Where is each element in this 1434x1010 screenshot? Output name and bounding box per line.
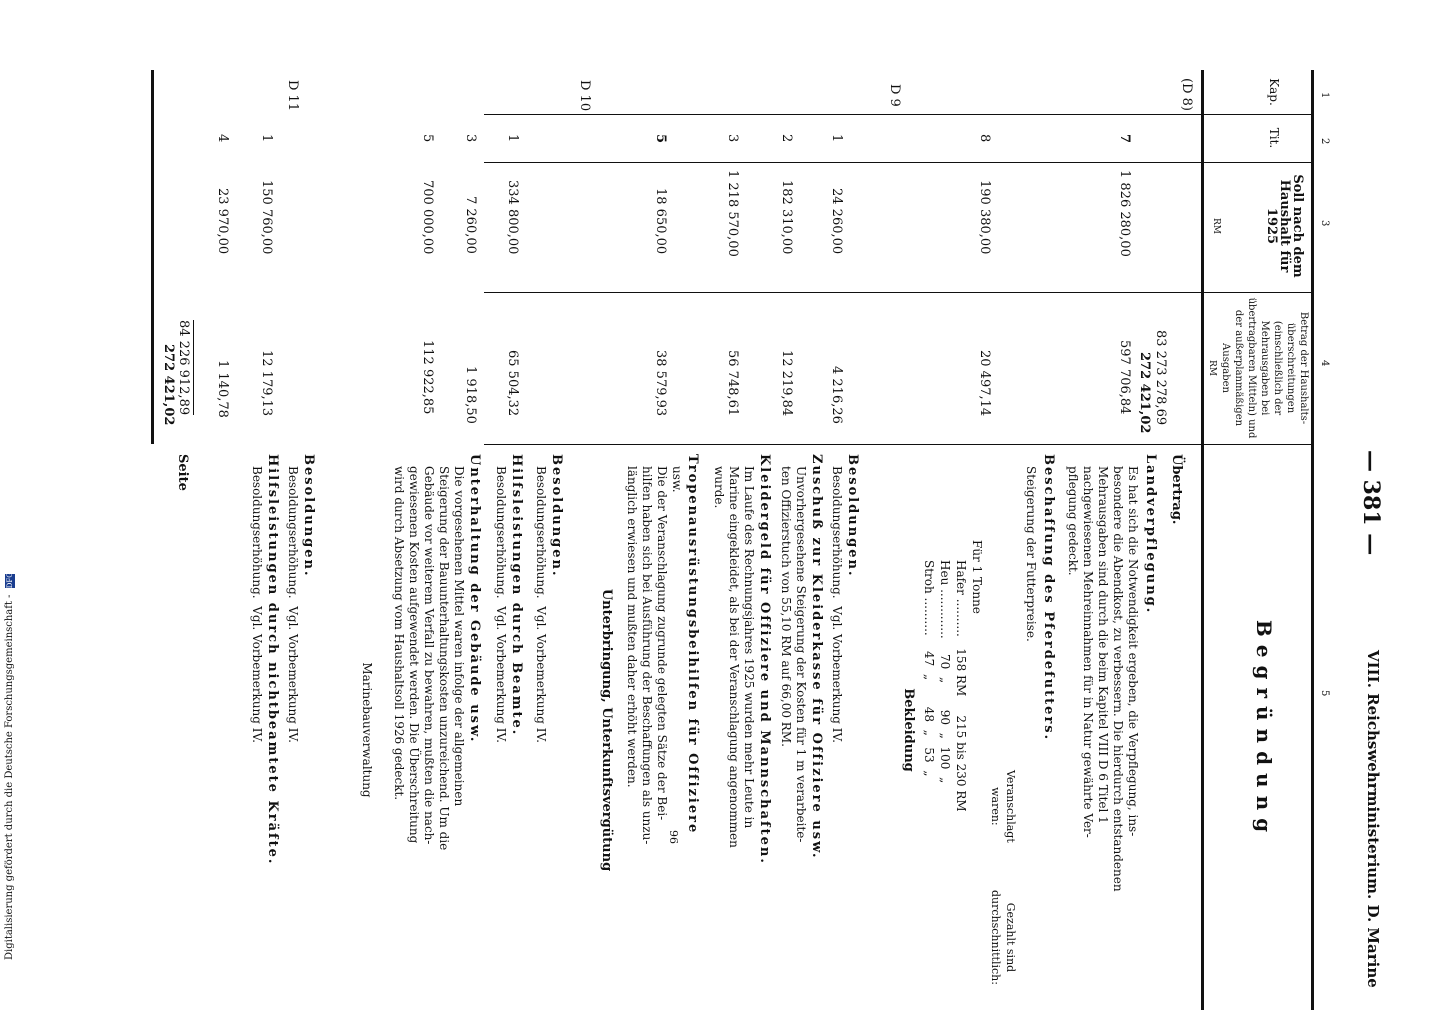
kap-label: D 9 bbox=[887, 84, 902, 107]
section-bekleidung: Bekleidung bbox=[901, 688, 916, 772]
column-divider bbox=[484, 114, 1314, 115]
dfg-logo-icon: DFG bbox=[5, 572, 14, 589]
d11-1-body: Besoldungserhöhung. Vgl. Vorbemerkung IV. bbox=[286, 466, 300, 743]
head-kap: Kap. bbox=[1267, 78, 1281, 106]
price-row-hafer: Hafer .......... 158 RM 215 bis 230 RM bbox=[954, 560, 968, 812]
tit-number: 8 bbox=[977, 134, 992, 143]
ministry-title: VIII. Reichswehrministerium. D. Marine bbox=[1364, 650, 1382, 988]
column-divider bbox=[484, 444, 1314, 445]
tit-number: 3 bbox=[725, 134, 740, 143]
landverpflegung-title: Landverpflegung. bbox=[1143, 454, 1158, 615]
soll-amount: 24 260,00 bbox=[829, 188, 844, 255]
pferdefutter-body: Steigerung der Futterpreise. bbox=[1024, 466, 1038, 642]
d9-3-title: Kleidergeld für Offiziere und Mannschaften. bbox=[757, 454, 772, 865]
d9-2-title: Zuschuß zur Kleiderkasse für Offiziere usw. bbox=[809, 454, 824, 860]
footer-page-number: 96 bbox=[667, 830, 680, 844]
price-row-heu: Heu ............. 70 „ 90 „ 100 „ bbox=[938, 560, 952, 784]
kap-label: D 11 bbox=[285, 80, 300, 112]
col-number: 2 bbox=[1319, 138, 1330, 145]
col-number: 3 bbox=[1319, 220, 1330, 227]
betrag-amount: 65 504,32 bbox=[505, 350, 520, 417]
seite-label: Seite bbox=[175, 454, 190, 491]
d10-1-title: Besoldungen. bbox=[549, 454, 564, 578]
betrag-amount: 12 219,84 bbox=[779, 350, 794, 417]
header-rule bbox=[1201, 70, 1204, 1010]
betrag-amount: 12 179,13 bbox=[259, 350, 274, 417]
tit-number: 2 bbox=[779, 134, 794, 143]
soll-amount: 700 000,00 bbox=[420, 180, 435, 255]
pferdefutter-title: Beschaffung des Pferdefutters. bbox=[1041, 454, 1056, 742]
tit-number: 5 bbox=[420, 134, 435, 143]
tit-number: 1 bbox=[505, 134, 520, 143]
page-number: — 381 — bbox=[1358, 450, 1384, 556]
betrag-amount: 56 748,61 bbox=[725, 350, 740, 417]
digitization-credit bbox=[4, 574, 15, 960]
tit-number: 3 bbox=[463, 134, 478, 143]
betrag-amount: 20 497,14 bbox=[977, 350, 992, 417]
soll-amount: 1 218 570,00 bbox=[725, 170, 740, 257]
credit-text: Digitalisierung gefördert durch die Deutsche Forschungsgemeinschaft - bbox=[4, 594, 15, 960]
d11-1-title: Besoldungen. bbox=[301, 454, 316, 578]
d10-3-body: Besoldungserhöhung. Vgl. Vorbemerkung IV. bbox=[494, 466, 508, 743]
rotated-document-page bbox=[60, 70, 1390, 1010]
soll-amount: 150 760,00 bbox=[259, 180, 274, 255]
d10-5-title: Unterhaltung der Gebäude usw. bbox=[467, 454, 482, 744]
uebertrag-label: Übertrag. bbox=[1169, 454, 1184, 525]
d10-3-title: Hilfsleistungen durch Beamte. bbox=[509, 454, 524, 737]
head-begruendung: Begründung bbox=[1252, 619, 1276, 841]
d9-3-body: Im Laufe des Rechnungsjahres 1925 wurden mehr Leute in Marine eingekleidet, als bei der Veranschlagung angenommen wurde. bbox=[712, 466, 756, 848]
head-betrag: Betrag der Haushalts-überschreitungen (einschließlich der Mehrausgaben bei übertragbaren Mitteln) und der außerplanmäßigen Ausgaben bbox=[1220, 297, 1309, 439]
betrag-amount: 1 918,50 bbox=[463, 366, 478, 424]
betrag-amount: 112 922,85 bbox=[420, 340, 435, 415]
betrag-amount: 597 706,84 bbox=[1117, 340, 1132, 415]
section-marinebauverwaltung: Marinebauverwaltung bbox=[360, 662, 374, 798]
column-divider bbox=[484, 292, 1314, 293]
betrag-amount: 4 216,26 bbox=[829, 366, 844, 424]
soll-amount: 182 310,00 bbox=[779, 180, 794, 255]
tit-number: 7 bbox=[1117, 134, 1132, 144]
col-number: 5 bbox=[1319, 690, 1330, 697]
gezahlt-head: Gezahlt sind durchschnittlich: bbox=[989, 890, 1017, 985]
tit-number: 1 bbox=[829, 134, 844, 143]
head-soll: Soll nach dem Haushalt für 1925 bbox=[1264, 174, 1305, 278]
tit-number: 4 bbox=[215, 134, 230, 143]
price-row-stroh: Stroh .......... 47 „ 48 „ 53 „ bbox=[922, 560, 936, 777]
veranschlagt-head: Veranschlagt waren: bbox=[989, 770, 1017, 843]
soll-amount: 18 650,00 bbox=[653, 188, 668, 255]
top-rule bbox=[1311, 70, 1314, 1010]
betrag-amount: 38 579,93 bbox=[653, 350, 668, 417]
column-divider bbox=[484, 162, 1314, 163]
tit-number: 5 bbox=[653, 134, 668, 144]
d9-1-title: Besoldungen. bbox=[845, 454, 860, 578]
d11-4-title: Hilfsleistungen durch nichtbeamtete Kräfte. bbox=[265, 454, 280, 866]
d9-5-title: Tropenausrüstungsbeihilfen für Offiziere bbox=[685, 454, 700, 835]
col-number: 1 bbox=[1319, 92, 1330, 99]
betrag-total: 84 226 912,89 bbox=[176, 320, 194, 415]
betrag-amount: 272 421,02 bbox=[1137, 352, 1152, 434]
kap-label: D 10 bbox=[577, 80, 592, 112]
d9-1-body: Besoldungserhöhung. Vgl. Vorbemerkung IV. bbox=[830, 466, 844, 743]
betrag-amount: 1 140,78 bbox=[215, 360, 230, 418]
d10-5-body: Die vorgesehenen Mittel waren infolge der allgemeinen Steigerung der Bauunterhaltungskosten unzureichend. Um die Gebäude vor weiterem Verfall zu bewahren, mußten die nach- gewiesenen Kosten aufgewendet werden. Die Überschreitung wird durch Absetzung vom Haushaltsoll 1926 gedeckt. bbox=[392, 466, 466, 851]
d9-2-body: Unvorhergesehene Steigerung der Kosten für 1 m verarbeite- ten Offizierstuch von 55,10 RM auf 66,00 RM. bbox=[779, 466, 808, 843]
col-number: 4 bbox=[1319, 360, 1330, 367]
section-unterbringung: Unterbringung, Unterkunftsvergütung bbox=[599, 588, 614, 872]
d11-4-body: Besoldungserhöhung. Vgl. Vorbemerkung IV. bbox=[250, 466, 264, 743]
column-number-row bbox=[1314, 70, 1330, 1010]
soll-amount: 334 800,00 bbox=[505, 180, 520, 255]
kap-label: (D 8) bbox=[1179, 78, 1194, 111]
head-betrag-unit: RM bbox=[1207, 360, 1217, 376]
bottom-rule bbox=[151, 70, 154, 444]
tit-number: 1 bbox=[259, 134, 274, 143]
soll-amount: 1 826 280,00 bbox=[1117, 170, 1132, 257]
landverpflegung-body: Es hat sich die Notwendigkeit ergeben, die Verpflegung, ins- besondere die Abendkost, zu verbessern. Die hierdurch entstandenen Mehrausgaben sind durch die beim Kapitel VIII D 6 Titel 1 nachgewiesenen Mehreinnahmen für in Natur gewährte Ver- pflegung gedeckt. bbox=[1066, 466, 1140, 892]
fuer-tonne: Für 1 Tonne bbox=[970, 540, 984, 614]
head-soll-unit: RM bbox=[1211, 218, 1221, 234]
head-tit: Tit. bbox=[1267, 127, 1281, 149]
soll-amount: 190 380,00 bbox=[977, 180, 992, 255]
soll-amount: 7 260,00 bbox=[463, 196, 478, 254]
d9-5-body: usw. Die der Veranschlagung zugrunde gelegten Sätze der Bei- hilfen haben sich bei Ausführung der Beschaffungen als unzu- länglich erwiesen und mußten daher erhöht werden. bbox=[625, 466, 684, 845]
soll-amount: 23 970,00 bbox=[215, 188, 230, 255]
d10-1-body: Besoldungserhöhung. Vgl. Vorbemerkung IV. bbox=[534, 466, 548, 743]
betrag-total: 272 421,02 bbox=[161, 344, 176, 426]
betrag-amount: 83 273 278,69 bbox=[1153, 330, 1168, 426]
